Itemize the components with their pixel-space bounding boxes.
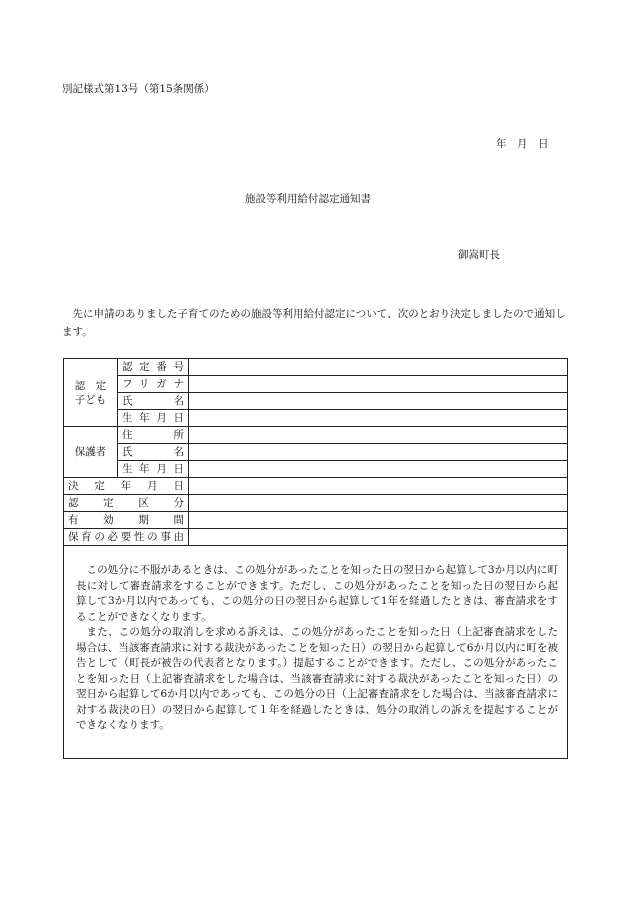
value-decision-date <box>189 478 568 495</box>
label-child-birthdate: 生年月日 <box>118 410 189 427</box>
note-paragraph: この処分に不服があるときは、この処分があったことを知った日の翌日から起算して3か月以内に町長に対して審査請求をすることができます。ただし、この処分があったことを知った日の翌日から起算して3か月以内であっても、この処分の日の翌日から起算して1年を経過したときは、審査請求をすることができなくなります。 <box>76 564 558 623</box>
value-valid-period <box>189 512 568 529</box>
value-guardian-name <box>189 444 568 461</box>
label-guardian-name: 氏 名 <box>118 444 189 461</box>
form-number: 別記様式第13号（第15条関係） <box>62 83 215 95</box>
value-guardian-birthdate <box>189 461 568 478</box>
appeal-notes <box>76 563 558 734</box>
value-address <box>189 427 568 444</box>
guardian-group-label: 保護者 <box>64 427 118 478</box>
value-child-birthdate <box>189 410 568 427</box>
label-cert-number: 認定番号 <box>118 359 189 376</box>
intro-paragraph: 先に申請のありました子育てのための施設等利用給付認定について、次のとおり決定しましたので通知します。 <box>62 308 566 338</box>
issuer-name: 御嵩町長 <box>458 249 500 261</box>
label-child-name: 氏 名 <box>118 393 189 410</box>
label-valid-period: 有効期間 <box>64 512 189 529</box>
label-furigana: フリガナ <box>118 376 189 393</box>
label-decision-date: 決定年月日 <box>64 478 189 495</box>
value-furigana <box>189 376 568 393</box>
label-cert-category: 認定区分 <box>64 495 189 512</box>
value-child-name <box>189 393 568 410</box>
notes-cell <box>64 546 568 759</box>
value-care-reason <box>189 529 568 546</box>
label-address: 住 所 <box>118 427 189 444</box>
value-cert-number <box>189 359 568 376</box>
child-group-label: 認 定 子ども <box>64 359 118 427</box>
issue-date: 年 月 日 <box>496 138 549 150</box>
value-cert-category <box>189 495 568 512</box>
label-care-reason: 保育の必要性の事由 <box>64 529 189 546</box>
label-guardian-birthdate: 生年月日 <box>118 461 189 478</box>
note-paragraph: また、この処分の取消しを求める訴えは、この処分があったことを知った日（上記審査請求をした場合は、当該審査請求に対する裁決があったことを知った日）の翌日から起算して6か月以内に町を被告として（町長が被告の代表者となります。）提起することができます。ただし、この処分があったことを知った日（上記審査請求をした場合は、当該審査請求に対する裁決があったことを知った日）の翌日から起算して6か月以内であっても、この処分の日（上記審査請求をした場合は、当該審査請求に対する裁決の日）の翌日から起算して１年を経過したときは、処分の取消しの訴えを提起することができなくなります。 <box>76 626 558 731</box>
certification-table <box>63 358 568 759</box>
document-title: 施設等利用給付認定通知書 <box>245 193 371 205</box>
